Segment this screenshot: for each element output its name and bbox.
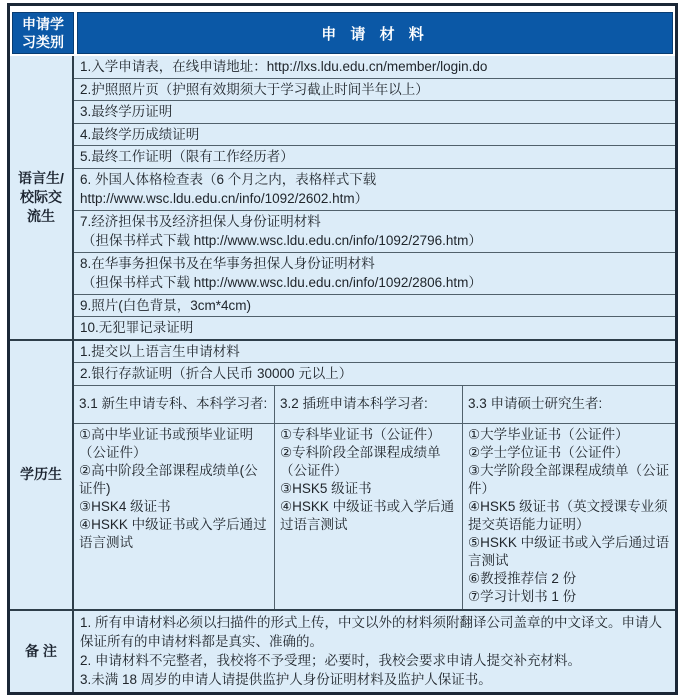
material-row-2 bbox=[74, 78, 675, 101]
material-text: 6. 外国人体格检查表（6 个月之内，表格样式下载 bbox=[80, 171, 377, 187]
subtable-item: ②学士学位证书（公证件） bbox=[468, 444, 629, 460]
row-header-degree-students bbox=[10, 341, 74, 609]
material-url: （担保书样式下载 http://www.wsc.ldu.edu.cn/info/1092/2806.htm） bbox=[82, 275, 482, 290]
subtable-body-3-3 bbox=[463, 424, 675, 609]
subtable-item: ④HSK5 级证书（英文授课专业须提交英语能力证明） bbox=[468, 498, 668, 532]
subtable-item: ⑥教授推荐信 2 份 bbox=[468, 570, 577, 586]
label-line: 学历生 bbox=[20, 466, 62, 482]
material-url: http://www.wsc.ldu.edu.cn/info/1092/2602.htm） bbox=[80, 191, 369, 206]
material-text: 10.无犯罪记录证明 bbox=[80, 320, 194, 335]
header-cell-materials: 申 请 材 料 bbox=[77, 12, 673, 54]
material-row-4 bbox=[74, 123, 675, 146]
subtable-item: ①高中毕业证书或预毕业证明（公证件） bbox=[79, 426, 254, 460]
subtable-item: ④HSKK 中级证书或入学后通过语言测试 bbox=[280, 498, 455, 532]
material-row-3 bbox=[74, 100, 675, 123]
material-row-2 bbox=[74, 362, 675, 385]
subtable-item: ②专科阶段全部课程成绩单（公证件） bbox=[280, 444, 441, 478]
subtable-item: ③HSK4 级证书 bbox=[79, 498, 171, 514]
material-row-7 bbox=[74, 210, 675, 252]
subtable-column-master-students bbox=[462, 386, 675, 609]
note-line-3: 3.未满 18 周岁的申请人请提供监护人身份证明材料及监护人保证书。 bbox=[80, 671, 492, 687]
material-text: 1.入学申请表，在线申请地址：http://lxs.ldu.edu.cn/member/login.do bbox=[80, 59, 488, 74]
header-cell-category bbox=[12, 12, 74, 54]
application-materials-table bbox=[7, 3, 678, 695]
material-text: 7.经济担保书及经济担保人身份证明材料 bbox=[80, 213, 321, 229]
subtable-item: ②高中阶段全部课程成绩单(公证件) bbox=[79, 462, 258, 496]
subtable-item: ⑦学习计划书 1 份 bbox=[468, 588, 577, 604]
material-text: 2.护照照片页（护照有效期须大于学习截止时间半年以上） bbox=[80, 81, 429, 97]
material-text: 3.最终学历证明 bbox=[80, 104, 173, 119]
row-header-notes bbox=[10, 611, 74, 692]
material-text: 2.银行存款证明（折合人民币 30000 元以上） bbox=[80, 366, 353, 381]
label-line: 校际交 bbox=[20, 188, 62, 205]
subtable-header-3-3: 3.3 申请硕士研究生者: bbox=[463, 386, 675, 424]
label-line: 流生 bbox=[27, 207, 55, 224]
note-line-2: 2. 申请材料不完整者，我校将不予受理；必要时，我校会要求申请人提交补充材料。 bbox=[80, 652, 582, 668]
material-text: 1.提交以上语言生申请材料 bbox=[80, 343, 240, 359]
material-text: 4.最终学历成绩证明 bbox=[80, 126, 200, 142]
notes-content bbox=[74, 611, 675, 692]
subtable-item: ③HSK5 级证书 bbox=[280, 480, 372, 496]
subtable-item: ①专科毕业证书（公证件） bbox=[280, 426, 441, 442]
notes-list bbox=[74, 611, 675, 692]
table-header-row bbox=[10, 6, 675, 56]
subtable-header-3-2: 3.2 插班申请本科学习者: bbox=[275, 386, 462, 424]
section-notes bbox=[10, 609, 675, 692]
section-degree-students bbox=[10, 339, 675, 609]
material-row-5 bbox=[74, 145, 675, 168]
material-text: 5.最终工作证明（限有工作经历者） bbox=[80, 149, 294, 164]
subtable-body-3-1 bbox=[74, 424, 274, 609]
material-url: （担保书样式下载 http://www.wsc.ldu.edu.cn/info/1092/2796.htm） bbox=[82, 233, 482, 248]
subtable-body-3-2 bbox=[275, 424, 462, 609]
row-header-language-students bbox=[10, 56, 74, 339]
header-category-line2: 习类别 bbox=[22, 34, 64, 50]
subtable-item: ④HSKK 中级证书或入学后通过语言测试 bbox=[79, 516, 267, 550]
material-row-9 bbox=[74, 294, 675, 317]
subtable-header-3-1: 3.1 新生申请专科、本科学习者: bbox=[74, 386, 274, 424]
note-line-1: 1. 所有申请材料必须以扫描件的形式上传，中文以外的材料须附翻译公司盖章的中文译文。申请人保证所有的申请材料都是真实、准确的。 bbox=[80, 614, 663, 649]
material-row-10 bbox=[74, 316, 675, 339]
subtable-column-transfer-students bbox=[274, 386, 462, 609]
material-text: 8.在华事务担保书及在华事务担保人身份证明材料 bbox=[80, 255, 375, 271]
section-language-students bbox=[10, 56, 675, 339]
header-category-line1: 申请学 bbox=[22, 16, 64, 32]
subtable-item: ①大学毕业证书（公证件） bbox=[468, 426, 629, 442]
subtable-item: ③大学阶段全部课程成绩单（公证件） bbox=[468, 462, 670, 496]
material-row-1 bbox=[74, 341, 675, 363]
degree-subtable bbox=[74, 385, 675, 609]
subtable-item: ⑤HSKK 中级证书或入学后通过语言测试 bbox=[468, 534, 670, 568]
label-line: 语言生/ bbox=[18, 169, 64, 186]
material-row-6 bbox=[74, 168, 675, 210]
subtable-column-new-students bbox=[74, 386, 274, 609]
language-materials-list bbox=[74, 56, 675, 339]
material-text: 9.照片(白色背景，3cm*4cm) bbox=[80, 297, 252, 313]
label-line: 备 注 bbox=[25, 642, 57, 659]
material-row-8 bbox=[74, 252, 675, 294]
material-row-1 bbox=[74, 56, 675, 78]
degree-materials-list bbox=[74, 341, 675, 609]
